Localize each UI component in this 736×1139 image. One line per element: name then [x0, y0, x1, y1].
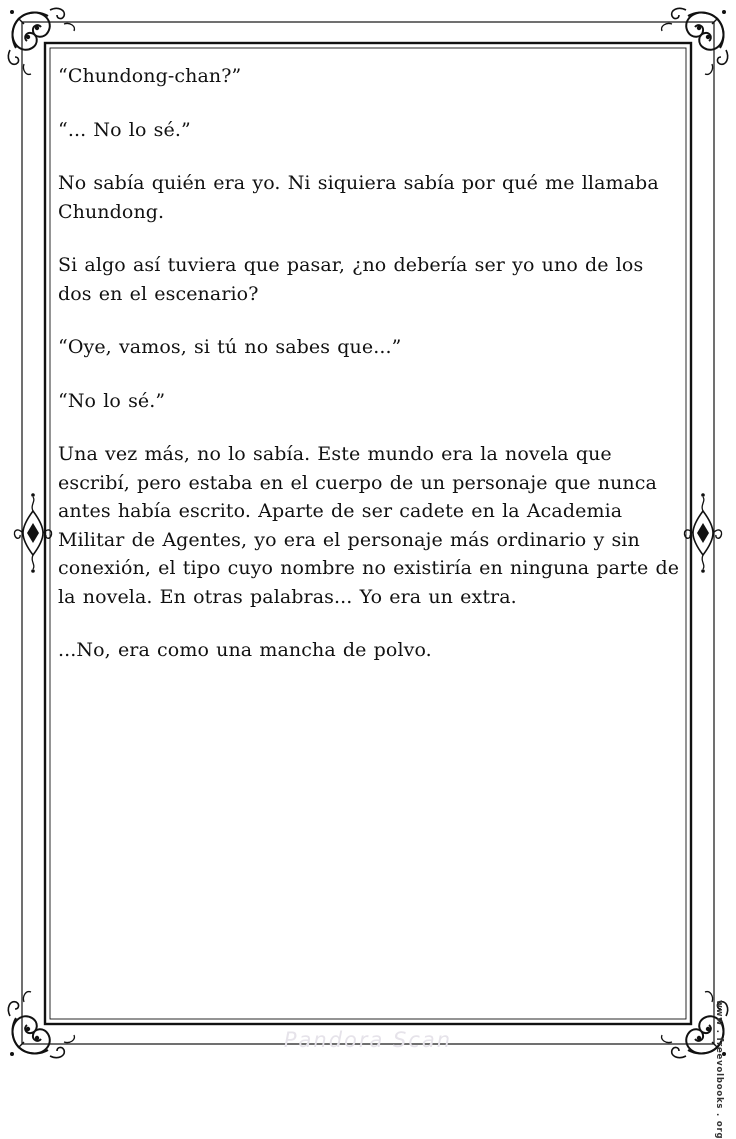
paragraph-1: “Chundong-chan?” [58, 65, 242, 87]
page-text [58, 62, 680, 690]
paragraph-4: Si algo así tuviera que pasar, ¿no debería ser yo uno de los dos en el escenario? [58, 254, 644, 305]
paragraph-2: “... No lo sé.” [58, 118, 191, 141]
paragraph-7: Una vez más, no lo sabía. Este mundo era la novela que escribí, pero estaba en el cuerpo de un personaje que nunca antes había escrito. Aparte de ser cadete en la Academia Militar de Agentes, yo era el personaje más ordinario y sin conexión, el tipo cuyo nombre no existiría en ninguna parte de la novela. En otras palabras... Yo era un extra. [58, 443, 680, 608]
paragraph-3: No sabía quién era yo. Ni siquiera sabía por qué me llamaba Chundong. [58, 172, 659, 223]
paragraph-8: ...No, era como una mancha de polvo. [58, 639, 432, 661]
paragraph-5: “Oye, vamos, si tú no sabes que...” [58, 336, 402, 358]
watermark-scanlation: Pandora Scan [283, 1028, 453, 1052]
watermark-site-url: www . freevolbooks . org [714, 1000, 724, 1139]
paragraph-6: “No lo sé.” [58, 389, 166, 412]
